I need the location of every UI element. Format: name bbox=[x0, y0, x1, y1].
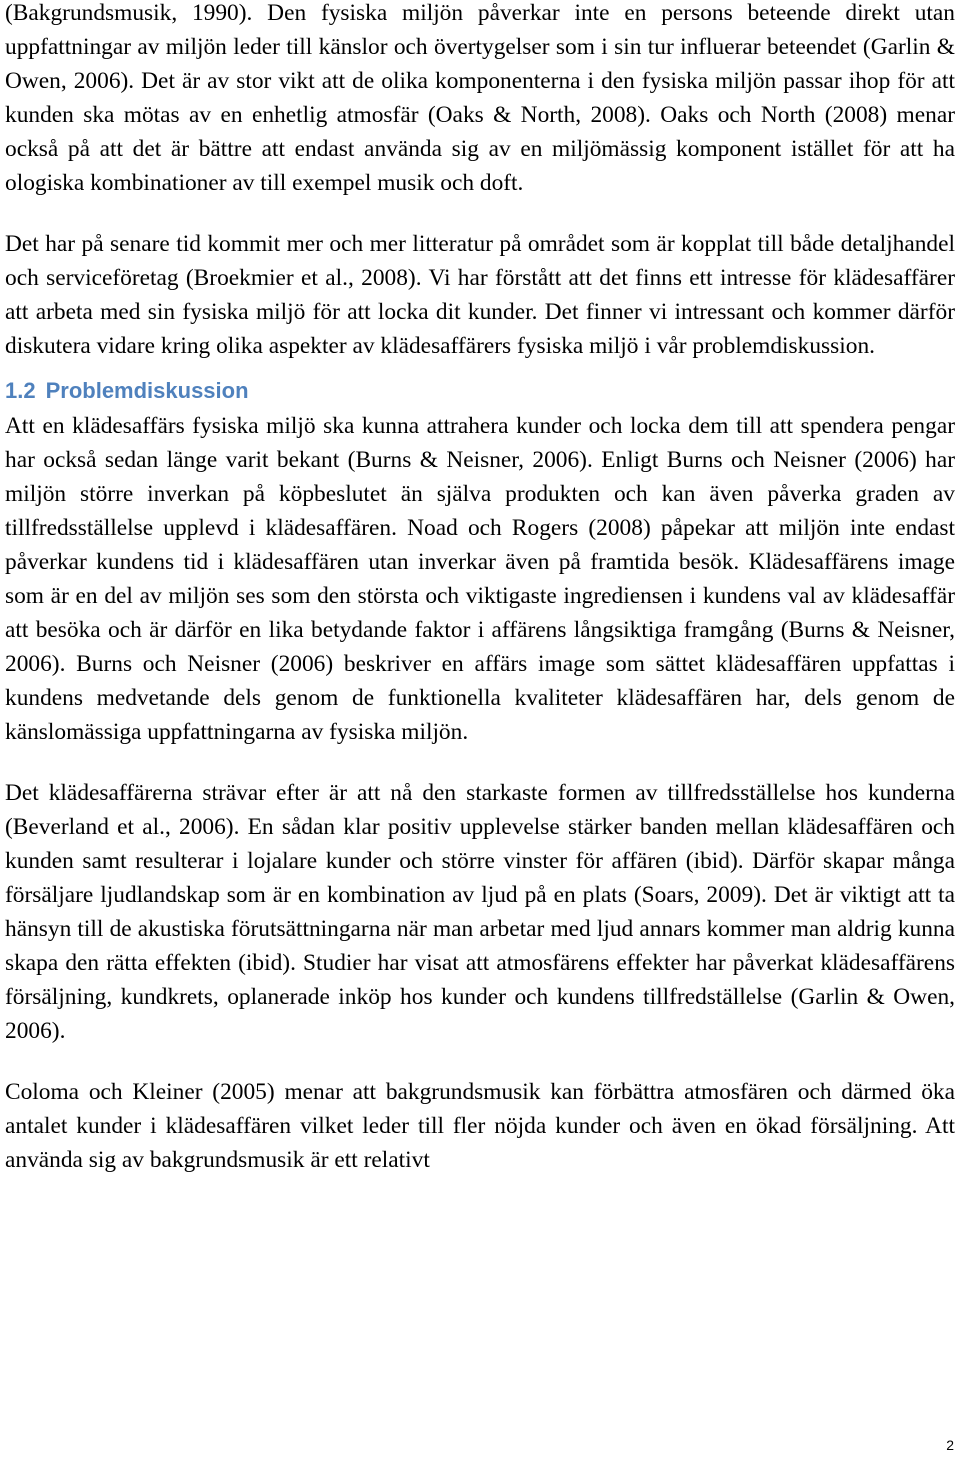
section-number: 1.2 bbox=[5, 378, 36, 403]
body-paragraph: Det har på senare tid kommit mer och mer litteratur på området som är kopplat till både detaljhandel och serviceföretag (Broekmier et al., 2008). Vi har förstått att det finns ett intresse för klädesaffärer att arbeta med sin fysiska miljö för att locka dit kunder. Det finner vi intressant och kommer därför diskutera vidare kring olika aspekter av klädesaffärers fysiska miljö i vår problemdiskussion. bbox=[5, 231, 955, 359]
page-number: 2 bbox=[946, 1437, 954, 1453]
body-paragraph: Att en klädesaffärs fysiska miljö ska kunna attrahera kunder och locka dem till att spendera pengar har också sedan länge varit bekant (Burns & Neisner, 2006). Enligt Burns och Neisner (2006) har miljön större inverkan på köpbeslutet än själva produkten och kan även påverka graden av tillfredsställelse upplevd i klädesaffären. Noad och Rogers (2008) påpekar att miljön inte endast påverkar kundens tid i klädesaffären utan inverkar även på framtida besök. Klädesaffärens image som är en del av miljön ses som den största och viktigaste ingrediensen i kundens val av klädesaffär att besöka och är därför en lika betydande faktor i affärens långsiktiga framgång (Burns & Neisner, 2006). Burns och Neisner (2006) beskriver en affärs image som sättet klädesaffären uppfattas i kundens medvetande dels genom de funktionella kvaliteter klädesaffären har, dels genom de känslomässiga uppfattningarna av fysiska miljön. bbox=[5, 413, 955, 745]
section-heading bbox=[5, 377, 955, 405]
section-title: Problemdiskussion bbox=[45, 378, 249, 403]
body-paragraph: Coloma och Kleiner (2005) menar att bakgrundsmusik kan förbättra atmosfären och därmed öka antalet kunder i klädesaffären vilket leder till fler nöjda kunder och även en ökad försäljning. Att använda sig av bakgrundsmusik är ett relativt bbox=[5, 1079, 955, 1173]
body-paragraph: Det klädesaffärerna strävar efter är att nå den starkaste formen av tillfredsställelse hos kunderna (Beverland et al., 2006). En sådan klar positiv upplevelse stärker banden mellan klädesaffären och kunden samt resulterar i lojalare kunder och större vinster för affären (ibid). Därför skapar många försäljare ljudlandskap som är en kombination av ljud på en plats (Soars, 2009). Det är viktigt att ta hänsyn till de akustiska förutsättningarna när man arbetar med ljud annars kommer man aldrig kunna skapa den rätta effekten (ibid). Studier har visat att atmosfärens effekter har påverkat klädesaffärens försäljning, kundkrets, oplanerade inköp hos kunder och kundens tillfredställelse (Garlin & Owen, 2006). bbox=[5, 780, 955, 1044]
document-page bbox=[5, 0, 955, 1177]
body-paragraph: (Bakgrundsmusik, 1990). Den fysiska miljön påverkar inte en persons beteende direkt utan uppfattningar av miljön leder till känslor och övertygelser som i sin tur influerar beteendet (Garlin & Owen, 2006). Det är av stor vikt att de olika komponenterna i den fysiska miljön passar ihop för att kunden ska mötas av en enhetlig atmosfär (Oaks & North, 2008). Oaks och North (2008) menar också på att det är bättre att endast använda sig av en miljömässig komponent istället för att ha ologiska kombinationer av till exempel musik och doft. bbox=[5, 0, 955, 196]
